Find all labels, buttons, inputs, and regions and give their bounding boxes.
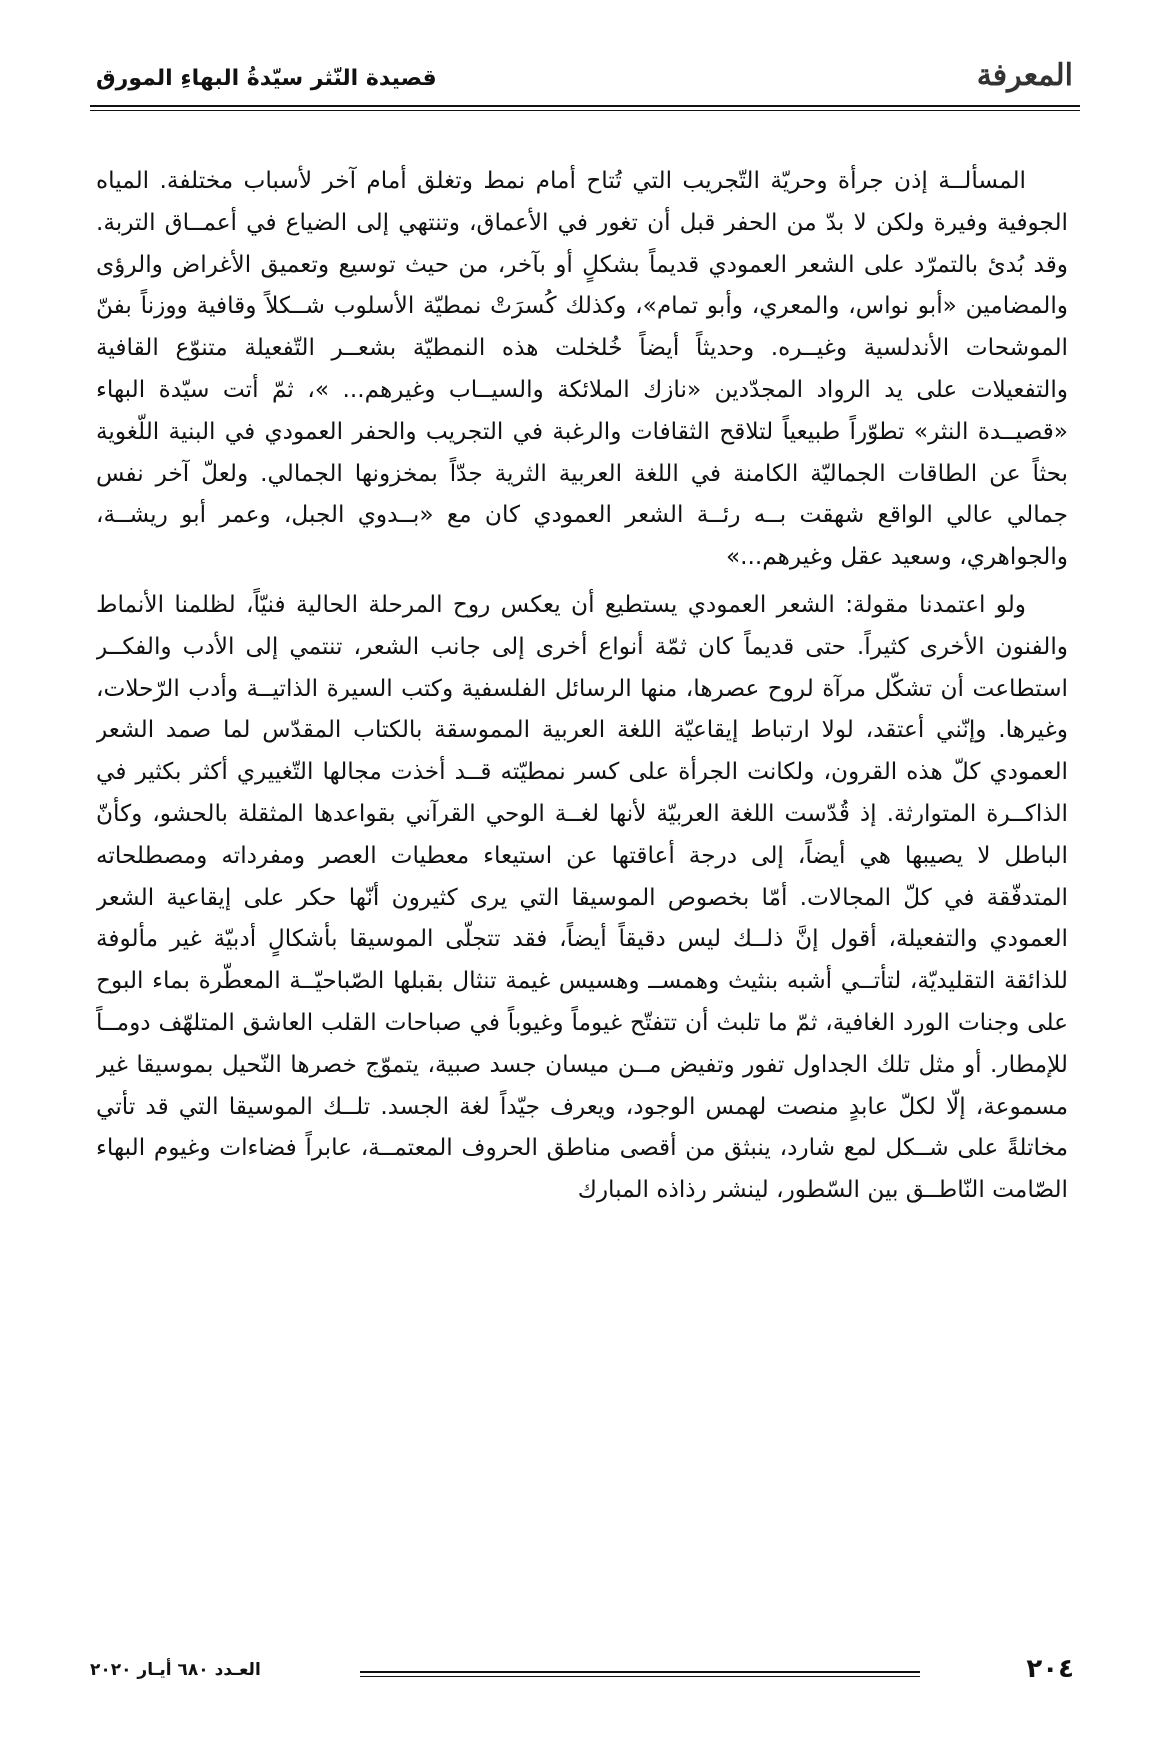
page-header <box>96 52 1073 102</box>
paragraph-2: ولو اعتمدنا مقولة: الشعر العمودي يستطيع أن يعكس روح المرحلة الحالية فنيّاً، لظلمنا الأنماط والفنون الأخرى كثيراً. حتى قديماً كان ثمّة أنواع أخرى إلى جانب الشعر، تنتمي إلى الأدب والفكــر استطاعت أن تشكّل مرآة لروح عصرها، منها الرسائل الفلسفية وكتب السيرة الذاتيــة وأدب الرّحلات، وغيرها. وإنّني أعتقد، لولا ارتباط إيقاعيّة اللغة العربية المموسقة بالكتاب المقدّس لما صمد الشعر العمودي كلّ هذه القرون، ولكانت الجرأة على كسر نمطيّته قــد أخذت مجالها التّغييري أكثر بكثير في الذاكــرة المتوارثة. إذ قُدّست اللغة العربيّة لأنها لغــة الوحي القرآني بقواعدها المثقلة بالحشو، وكأنّ الباطل لا يصيبها هي أيضاً، إلى درجة أعاقتها عن استيعاء معطيات العصر ومفرداته ومصطلحاته المتدفّقة في كلّ المجالات. أمّا بخصوص الموسيقا التي يرى كثيرون أنّها حكر على إيقاعية الشعر العمودي والتفعيلة، أقول إنَّ ذلــك ليس دقيقاً أيضاً، فقد تتجلّى الموسيقا بأشكالٍ أدبيّة غير مألوفة للذائقة التقليديّة، لتأتــي أشبه بنثيث وهمســ وهسيس غيمة تنثال بقبلها الصّباحيّــة المعطّرة بماء البوح على وجنات الورد الغافية، ثمّ ما تلبث أن تتفتّح غيوماً وغيوباً في صباحات القلب العاشق المتلهّف دومــاً للإمطار. أو مثل تلك الجداول تفور وتفيض مــن ميسان جسد صبية، يتموّج خصرها النّحيل بموسيقا غير مسموعة، إلّا لكلّ عابدٍ منصت لهمس الوجود، ويعرف جيّداً لغة الجسد. تلــك الموسيقا التي قد تأتي مخاتلةً على شــكل لمع شارد، ينبثق من أقصى مناطق الحروف المعتمــة، عابراً فضاءات وغيوم البهاء الصّامت النّاطــق بين السّطور، لينشر رذاذه المبارك <box>96 590 1068 1204</box>
footer-divider <box>360 1671 920 1673</box>
issue-info: العـدد ٦٨٠ أيـار ٢٠٢٠ <box>90 1660 261 1680</box>
header-divider <box>90 105 1080 107</box>
paragraph-1: المسألــة إذن جرأة وحريّة التّجريب التي تُتاح أمام نمط وتغلق أمام آخر لأسباب مختلفة. المياه الجوفية وفيرة ولكن لا بدّ من الحفر قبل أن تغور في الأعماق، وتنتهي إلى الضياع في أعمــاق التربة. وقد بُدئ بالتمرّد على الشعر العمودي قديماً بشكلٍ أو بآخر، من حيث توسيع وتعميق الأغراض والرؤى والمضامين «أبو نواس، والمعري، وأبو تمام»، وكذلك كُسرَتْ نمطيّة الأسلوب شــكلاً وقافية ووزناً بفنّ الموشحات الأندلسية وغيــره. وحديثاً أيضاً خُلخلت هذه النمطيّة بشعــر التّفعيلة متنوّع القافية والتفعيلات على يد الرواد المجدّدين «نازك الملائكة والسيــاب وغيرهم... »، ثمّ أتت سيّدة البهاء «قصيــدة النثر» تطوّراً طبيعياً لتلاقح الثقافات والرغبة في التجريب والحفر العمودي في البنية اللّغوية بحثاً عن الطاقات الجماليّة الكامنة في اللغة العربية الثرية جدّاً بمخزونها الجمالي. ولعلّ آخر نفس جمالي عالي الواقع شهقت بــه رئــة الشعر العمودي كان مع «بــدوي الجبل، وعمر أبو ريشــة، والجواهري، وسعيد عقل وغيرهم...» <box>96 167 1068 571</box>
page-number: ٢٠٤ <box>1026 1654 1074 1684</box>
header-divider-thin <box>90 110 1080 111</box>
magazine-logo: المعرفة <box>976 58 1073 93</box>
footer-divider-thin <box>360 1676 920 1677</box>
running-title: قصيدة النّثر سيّدةُ البهاءِ المورق <box>96 66 437 91</box>
page-footer <box>90 1654 1080 1694</box>
article-body <box>96 160 1068 1640</box>
